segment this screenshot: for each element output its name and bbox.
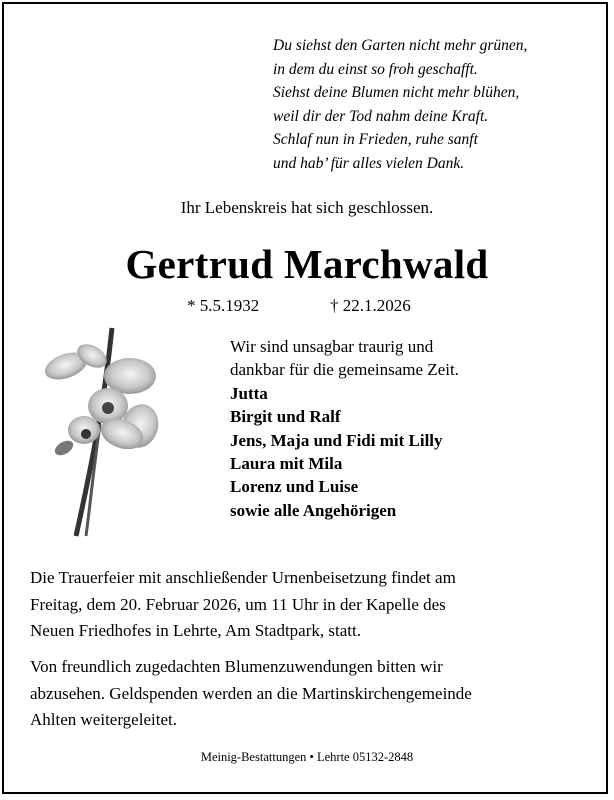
poem bbox=[273, 34, 527, 175]
mourner-name: Jutta bbox=[230, 383, 268, 403]
mourners-block bbox=[230, 335, 459, 522]
mourner-name: Laura mit Mila bbox=[230, 454, 343, 474]
mourners-intro-line: dankbar für die gemeinsame Zeit. bbox=[230, 360, 459, 380]
deceased-name: Gertrud Marchwald bbox=[125, 241, 489, 287]
donation-line: Von freundlich zugedachten Blumenzuwendungen bitten wir bbox=[30, 657, 443, 676]
mourner-name: Lorenz und Luise bbox=[230, 477, 359, 497]
poem-line: und hab’ für alles vielen Dank. bbox=[273, 154, 465, 172]
poem-line: Du siehst den Garten nicht mehr grünen, bbox=[273, 37, 528, 54]
death-date: † 22.1.2026 bbox=[330, 296, 411, 315]
footer-undertaker: Meinig-Bestattungen • Lehrte 05132-2848 bbox=[200, 750, 414, 764]
funeral-line: Neuen Friedhofes in Lehrte, Am Stadtpark, statt. bbox=[30, 621, 361, 640]
poem-line: Schlaf nun in Frieden, ruhe sanft bbox=[273, 131, 478, 148]
funeral-info bbox=[30, 565, 590, 645]
poem-line: Siehst deine Blumen nicht mehr blühen, bbox=[273, 84, 520, 101]
mourners-intro-line: Wir sind unsagbar traurig und bbox=[230, 337, 434, 356]
mourner-name: sowie alle Angehörigen bbox=[230, 500, 397, 520]
poem-line: in dem du einst so froh geschafft. bbox=[273, 60, 478, 78]
poem-line: weil dir der Tod nahm deine Kraft. bbox=[273, 107, 489, 125]
donation-info bbox=[30, 654, 590, 734]
funeral-line: Freitag, dem 20. Februar 2026, um 11 Uhr in der Kapelle des bbox=[30, 594, 446, 614]
funeral-line: Die Trauerfeier mit anschließender Urnenbeisetzung findet am bbox=[30, 568, 456, 587]
intro-text: Ihr Lebenskreis hat sich geschlossen. bbox=[180, 198, 434, 217]
orchid-icon bbox=[36, 326, 166, 538]
donation-line: Ahlten weitergeleitet. bbox=[30, 710, 177, 729]
donation-line: abzusehen. Geldspenden werden an die Martinskirchengemeinde bbox=[30, 683, 472, 703]
mourner-name: Birgit und Ralf bbox=[230, 407, 341, 427]
mourner-name: Jens, Maja und Fidi mit Lilly bbox=[230, 430, 443, 450]
birth-date: * 5.5.1932 bbox=[187, 296, 260, 315]
